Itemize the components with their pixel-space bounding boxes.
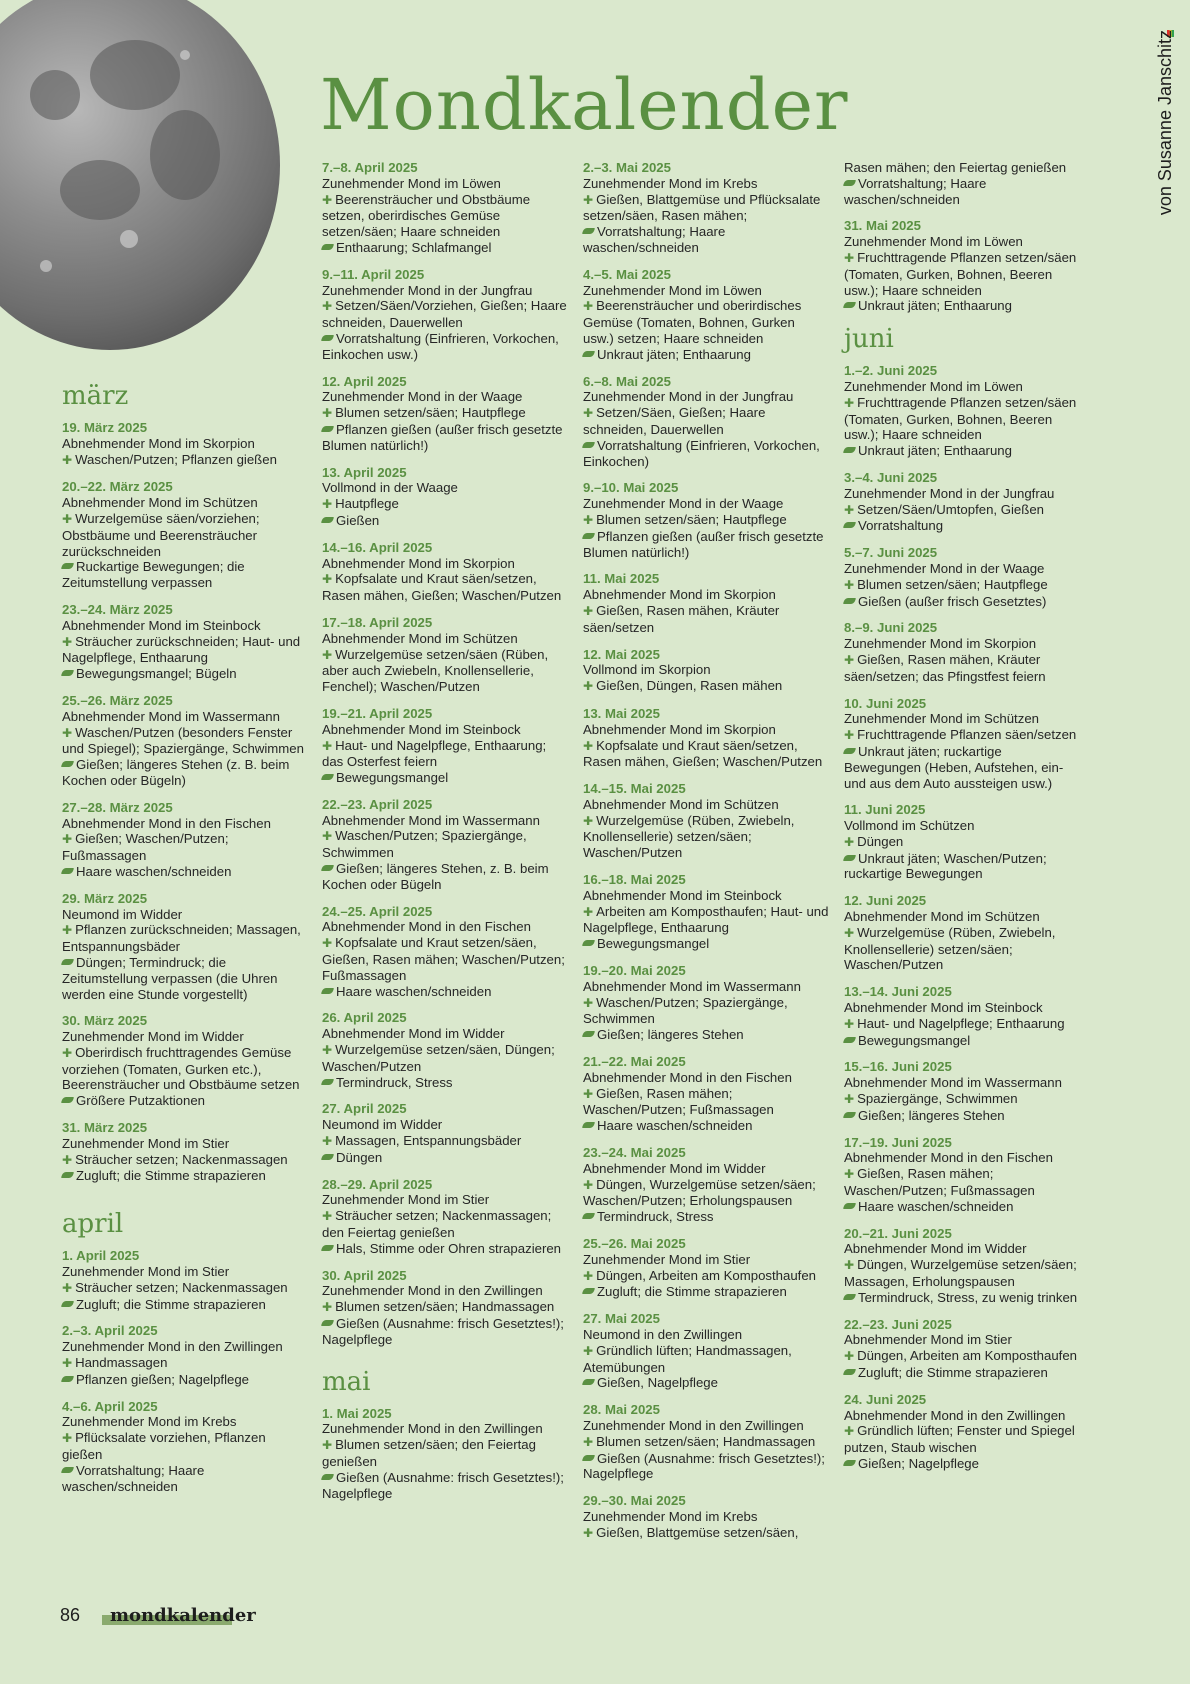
entry-unfavorable: Pflanzen gießen (außer frisch gesetzte Blumen natürlich!) xyxy=(322,422,568,454)
entry-unfavorable: Unkraut jäten; Enthaarung xyxy=(844,443,1080,459)
entry-unfavorable: Gießen, Nagelpflege xyxy=(583,1375,829,1391)
entry-favorable: ✚ Gießen, Düngen, Rasen mähen xyxy=(583,678,829,695)
entry-favorable: ✚ Oberirdisch fruchttragendes Gemüse vorziehen (Tomaten, Gurken etc.), Beerensträucher und Obstbäume setzen xyxy=(62,1045,308,1093)
calendar-entry xyxy=(844,1059,1080,1123)
entry-moon-phase: Zunehmender Mond im Schützen xyxy=(844,711,1039,727)
entry-moon-phase: Abnehmender Mond in den Zwillingen xyxy=(844,1407,1066,1423)
entry-favorable: ✚ Waschen/Putzen; Spaziergänge, Schwimmen xyxy=(583,995,829,1028)
entry-date: 24. Juni 2025 xyxy=(844,1391,927,1407)
calendar-entry xyxy=(322,374,568,454)
calendar-entry xyxy=(844,470,1080,534)
entry-favorable: ✚ Fruchttragende Pflanzen setzen/säen (Tomaten, Gurken, Bohnen, Beeren usw.); Haare schneiden xyxy=(844,250,1080,298)
entry-unfavorable: Größere Putzaktionen xyxy=(62,1093,308,1109)
entry-moon-phase: Abnehmender Mond im Skorpion xyxy=(583,721,776,737)
entry-unfavorable: Termindruck, Stress xyxy=(322,1075,568,1091)
entry-moon-phase: Zunehmender Mond in der Jungfrau xyxy=(322,282,533,298)
calendar-entry xyxy=(583,1236,829,1300)
entry-moon-phase: Abnehmender Mond im Widder xyxy=(844,1241,1027,1257)
calendar-entry xyxy=(62,420,308,468)
calendar-entry xyxy=(322,465,568,529)
entry-unfavorable: Vorratshaltung xyxy=(844,518,1080,534)
entry-unfavorable: Haare waschen/schneiden xyxy=(62,864,308,880)
entry-unfavorable: Haare waschen/schneiden xyxy=(583,1118,829,1134)
entry-date: 12. Juni 2025 xyxy=(844,893,927,909)
entry-favorable: ✚ Gießen; Waschen/Putzen; Fußmassagen xyxy=(62,831,308,864)
page-number: 86 xyxy=(60,1605,81,1625)
entry-unfavorable: Pflanzen gießen (außer frisch gesetzte Blumen natürlich!) xyxy=(583,529,829,561)
entry-unfavorable: Vorratshaltung (Einfrieren, Vorkochen, Einkochen usw.) xyxy=(322,331,568,363)
calendar-entry xyxy=(322,267,568,363)
entry-favorable: ✚ Blumen setzen/säen; Hautpflege xyxy=(322,405,568,422)
entry-date: 31. Mai 2025 xyxy=(844,218,921,234)
entry-favorable: ✚ Handmassagen xyxy=(62,1355,308,1372)
entry-unfavorable: Bewegungsmangel; Bügeln xyxy=(62,666,308,682)
entry-unfavorable: Gießen; längeres Stehen xyxy=(844,1108,1080,1124)
calendar-entry xyxy=(62,693,308,789)
footer-label: mondkalender xyxy=(110,1605,256,1626)
entry-unfavorable: Haare waschen/schneiden xyxy=(322,984,568,1000)
entry-date: 12. April 2025 xyxy=(322,373,407,389)
entry-favorable: ✚ Wurzelgemüse säen/vorziehen; Obstbäume und Beerensträucher zurückschneiden xyxy=(62,511,308,559)
entry-favorable: ✚ Arbeiten am Komposthaufen; Haut- und Nagelpflege, Enthaarung xyxy=(583,904,829,937)
entry-moon-phase: Vollmond im Skorpion xyxy=(583,662,711,678)
entry-unfavorable: Gießen (Ausnahme: frisch Gesetztes!); Nagelpflege xyxy=(322,1316,568,1348)
entry-favorable: ✚ Kopfsalate und Kraut setzen/säen, Gießen, Rasen mähen; Waschen/Putzen; Fußmassagen xyxy=(322,935,568,983)
entry-favorable: ✚ Waschen/Putzen; Pflanzen gießen xyxy=(62,452,308,469)
entry-favorable: ✚ Gießen, Rasen mähen, Kräuter säen/setzen; das Pfingstfest feiern xyxy=(844,652,1080,685)
calendar-entry xyxy=(844,1317,1080,1381)
calendar-entry xyxy=(583,781,829,861)
entry-favorable: ✚ Wurzelgemüse (Rüben, Zwiebeln, Knollensellerie) setzen/säen; Waschen/Putzen xyxy=(583,813,829,861)
calendar-entry xyxy=(583,1054,829,1134)
entry-favorable: ✚ Wurzelgemüse (Rüben, Zwiebeln, Knollensellerie) setzen/säen; Waschen/Putzen xyxy=(844,925,1080,973)
entry-date: 12. Mai 2025 xyxy=(583,646,660,662)
column-3 xyxy=(583,160,829,1553)
entry-moon-phase: Zunehmender Mond in den Zwillingen xyxy=(583,1417,804,1433)
entry-moon-phase: Abnehmender Mond im Schützen xyxy=(844,909,1040,925)
calendar-entry xyxy=(62,479,308,591)
entry-date: 23.–24. Mai 2025 xyxy=(583,1145,686,1161)
entry-moon-phase: Zunehmender Mond im Stier xyxy=(62,1135,230,1151)
entry-favorable: ✚ Sträucher zurückschneiden; Haut- und Nagelpflege, Enthaarung xyxy=(62,634,308,667)
calendar-entry xyxy=(322,160,568,256)
entry-date: 14.–15. Mai 2025 xyxy=(583,781,686,797)
entry-moon-phase: Neumond in den Zwillingen xyxy=(583,1327,743,1342)
entry-unfavorable: Zugluft; die Stimme strapazieren xyxy=(844,1365,1080,1381)
calendar-entry xyxy=(583,571,829,635)
entry-date: 7.–8. April 2025 xyxy=(322,160,418,175)
entry-unfavorable: Haare waschen/schneiden xyxy=(844,1199,1080,1215)
entry-date: 24.–25. April 2025 xyxy=(322,903,433,919)
entry-date: 11. Juni 2025 xyxy=(844,802,926,818)
entry-moon-phase: Zunehmender Mond im Krebs xyxy=(583,1508,758,1524)
calendar-entry xyxy=(322,1101,568,1165)
entry-unfavorable: Unkraut jäten; ruckartige Bewegungen (Heben, Aufstehen, ein- und aus dem Auto aussteigen usw.) xyxy=(844,744,1080,791)
calendar-entry xyxy=(844,363,1080,459)
entry-unfavorable: Gießen (außer frisch Gesetztes) xyxy=(844,594,1080,610)
entry-moon-phase: Abnehmender Mond im Steinbock xyxy=(583,887,782,903)
entry-date: 3.–4. Juni 2025 xyxy=(844,469,938,485)
entry-favorable: ✚ Düngen, Wurzelgemüse setzen/säen; Waschen/Putzen; Erholungspausen xyxy=(583,1177,829,1210)
entry-moon-phase: Zunehmender Mond in der Jungfrau xyxy=(583,389,794,405)
entry-moon-phase: Zunehmender Mond in der Waage xyxy=(844,560,1045,576)
entry-moon-phase: Abnehmender Mond im Steinbock xyxy=(322,721,521,737)
entry-favorable: ✚ Pflücksalate vorziehen, Pflanzen gießen xyxy=(62,1430,308,1463)
entry-moon-phase: Zunehmender Mond im Löwen xyxy=(322,175,501,191)
calendar-entry xyxy=(322,904,568,1000)
entry-date: 27. April 2025 xyxy=(322,1101,407,1117)
entry-favorable: ✚ Gießen, Rasen mähen; Waschen/Putzen; Fußmassagen xyxy=(844,1166,1080,1199)
entry-favorable: ✚ Haut- und Nagelpflege; Enthaarung xyxy=(844,1016,1080,1033)
entry-unfavorable: Bewegungsmangel xyxy=(322,770,568,786)
entry-moon-phase: Abnehmender Mond im Widder xyxy=(583,1160,766,1176)
calendar-entry xyxy=(322,797,568,893)
month-heading: april xyxy=(62,1209,124,1240)
entry-date: 10. Juni 2025 xyxy=(844,695,927,711)
calendar-entry xyxy=(322,1177,568,1257)
entry-favorable: ✚ Blumen setzen/säen; Handmassagen xyxy=(322,1299,568,1316)
calendar-entry xyxy=(844,802,1080,882)
entry-unfavorable: Bewegungsmangel xyxy=(583,936,829,952)
entry-favorable: ✚ Gießen, Rasen mähen; Waschen/Putzen; Fußmassagen xyxy=(583,1086,829,1119)
entry-favorable: ✚ Wurzelgemüse setzen/säen (Rüben, aber auch Zwiebeln, Knollensellerie, Fenchel); Waschen/Putzen xyxy=(322,647,568,695)
entry-moon-phase: Zunehmender Mond im Widder xyxy=(62,1029,244,1045)
entry-date: 11. Mai 2025 xyxy=(583,571,660,587)
entry-moon-phase: Abnehmender Mond im Schützen xyxy=(322,630,518,646)
entry-favorable: ✚ Gießen, Rasen mähen, Kräuter säen/setzen xyxy=(583,603,829,636)
entry-favorable: ✚ Gießen, Blattgemüse und Pflücksalate setzen/säen, Rasen mähen; xyxy=(583,192,829,225)
entry-date: 17.–19. Juni 2025 xyxy=(844,1134,952,1150)
page-title: Mondkalender xyxy=(320,64,849,146)
column-1 xyxy=(62,382,308,1505)
entry-moon-phase: Abnehmender Mond in den Fischen xyxy=(844,1150,1053,1166)
calendar-entry xyxy=(322,615,568,695)
author-byline: von Susanne Janschitz xyxy=(1155,30,1175,216)
entry-moon-phase: Abnehmender Mond in den Fischen xyxy=(322,919,531,935)
calendar-entry xyxy=(583,1311,829,1391)
entry-moon-phase: Abnehmender Mond im Wassermann xyxy=(62,708,280,724)
column-2 xyxy=(322,160,568,1512)
entry-date: 20.–22. März 2025 xyxy=(62,479,173,495)
entry-favorable: ✚ Sträucher setzen; Nackenmassagen xyxy=(62,1152,308,1169)
entry-unfavorable: Hals, Stimme oder Ohren strapazieren xyxy=(322,1241,568,1257)
calendar-entry xyxy=(62,602,308,682)
entry-moon-phase: Zunehmender Mond im Stier xyxy=(322,1192,490,1208)
entry-favorable: ✚ Setzen/Säen, Gießen; Haare schneiden, Dauerwellen xyxy=(583,405,829,438)
calendar-entry xyxy=(583,706,829,770)
entry-favorable: ✚ Waschen/Putzen; Spaziergänge, Schwimmen xyxy=(322,828,568,861)
entry-date: 13. Mai 2025 xyxy=(583,705,660,721)
entry-moon-phase: Abnehmender Mond im Wassermann xyxy=(322,812,540,828)
entry-moon-phase: Neumond im Widder xyxy=(62,906,183,922)
entry-date: 14.–16. April 2025 xyxy=(322,539,433,555)
calendar-entry xyxy=(844,160,1080,207)
entry-favorable: ✚ Kopfsalate und Kraut säen/setzen, Rasen mähen, Gießen; Waschen/Putzen xyxy=(322,571,568,604)
entry-favorable: ✚ Blumen setzen/säen; den Feiertag genießen xyxy=(322,1437,568,1470)
entry-moon-phase: Abnehmender Mond in den Fischen xyxy=(583,1069,792,1085)
calendar-entry xyxy=(583,872,829,952)
calendar-entry xyxy=(62,891,308,1003)
entry-moon-phase: Abnehmender Mond im Wassermann xyxy=(583,978,801,994)
entry-favorable: ✚ Sträucher setzen; Nackenmassagen xyxy=(62,1280,308,1297)
entry-moon-phase: Zunehmender Mond im Löwen xyxy=(583,282,762,298)
entry-favorable: ✚ Gründlich lüften; Handmassagen, Atemübungen xyxy=(583,1343,829,1376)
entry-unfavorable: Gießen (Ausnahme: frisch Gesetztes!); Nagelpflege xyxy=(322,1470,568,1502)
month-heading: juni xyxy=(844,324,894,355)
calendar-entry xyxy=(844,696,1080,792)
entry-favorable: ✚ Wurzelgemüse setzen/säen, Düngen; Waschen/Putzen xyxy=(322,1042,568,1075)
entry-unfavorable: Unkraut jäten; Enthaarung xyxy=(844,298,1080,314)
entry-unfavorable: Vorratshaltung (Einfrieren, Vorkochen, Einkochen) xyxy=(583,438,829,470)
entry-favorable: ✚ Fruchttragende Pflanzen setzen/säen (Tomaten, Gurken, Bohnen, Beeren usw.); Haare schneiden xyxy=(844,395,1080,443)
calendar-entry xyxy=(583,1402,829,1482)
entry-favorable: ✚ Sträucher setzen; Nackenmassagen; den Feiertag genießen xyxy=(322,1208,568,1241)
entry-moon-phase: Zunehmender Mond im Stier xyxy=(583,1251,751,1267)
calendar-entry xyxy=(62,1323,308,1387)
calendar-entry xyxy=(583,963,829,1043)
entry-unfavorable: Düngen; Termindruck; die Zeitumstellung verpassen (die Uhren werden eine Stunde vorgestellt) xyxy=(62,955,308,1002)
entry-unfavorable: Vorratshaltung; Haare waschen/schneiden xyxy=(844,176,1080,208)
calendar-entry xyxy=(583,374,829,470)
entry-date: 9.–11. April 2025 xyxy=(322,266,425,282)
entry-date: 1. April 2025 xyxy=(62,1248,140,1264)
entry-moon-phase: Zunehmender Mond in der Waage xyxy=(322,389,523,405)
entry-favorable: ✚ Beerensträucher und oberirdisches Gemüse (Tomaten, Bohnen, Gurken usw.) setzen; Haare schneiden xyxy=(583,298,829,346)
entry-moon-phase: Abnehmender Mond im Schützen xyxy=(62,495,258,511)
entry-favorable: ✚ Pflanzen zurückschneiden; Massagen, Entspannungsbäder xyxy=(62,922,308,955)
entry-unfavorable: Unkraut jäten; Waschen/Putzen; ruckartige Bewegungen xyxy=(844,851,1080,883)
entry-unfavorable: Ruckartige Bewegungen; die Zeitumstellung verpassen xyxy=(62,559,308,591)
entry-date: 27. Mai 2025 xyxy=(583,1311,660,1327)
entry-date: 4.–6. April 2025 xyxy=(62,1398,158,1414)
entry-date: 13. April 2025 xyxy=(322,464,407,480)
entry-moon-phase: Abnehmender Mond im Stier xyxy=(844,1332,1012,1348)
entry-date: 22.–23. Juni 2025 xyxy=(844,1316,952,1332)
entry-favorable: ✚ Blumen setzen/säen; Hautpflege xyxy=(844,577,1080,594)
entry-favorable: ✚ Haut- und Nagelpflege, Enthaarung; das Osterfest feiern xyxy=(322,738,568,771)
entry-unfavorable: Gießen (Ausnahme: frisch Gesetztes!); Nagelpflege xyxy=(583,1451,829,1483)
entry-unfavorable: Pflanzen gießen; Nagelpflege xyxy=(62,1372,308,1388)
calendar-entry xyxy=(844,1392,1080,1472)
entry-date: 26. April 2025 xyxy=(322,1010,407,1026)
entry-unfavorable: Gießen; längeres Stehen (z. B. beim Kochen oder Bügeln) xyxy=(62,757,308,789)
entry-moon-phase: Zunehmender Mond im Löwen xyxy=(844,234,1023,250)
calendar-entry xyxy=(62,800,308,880)
entry-favorable: ✚ Beerensträucher und Obstbäume setzen, oberirdisches Gemüse setzen/säen; Haare schneiden xyxy=(322,192,568,240)
entry-date: 20.–21. Juni 2025 xyxy=(844,1225,952,1241)
entry-favorable: ✚ Düngen xyxy=(844,834,1080,851)
entry-date: 22.–23. April 2025 xyxy=(322,796,433,812)
entry-favorable: ✚ Düngen, Arbeiten am Komposthaufen xyxy=(844,1348,1080,1365)
entry-unfavorable: Gießen; Nagelpflege xyxy=(844,1456,1080,1472)
entry-date: 27.–28. März 2025 xyxy=(62,799,173,815)
entry-unfavorable: Gießen xyxy=(322,513,568,529)
entry-continued: Rasen mähen; den Feiertag genießen xyxy=(844,160,1067,175)
entry-moon-phase: Abnehmender Mond im Steinbock xyxy=(62,617,261,633)
entry-favorable: ✚ Fruchttragende Pflanzen säen/setzen xyxy=(844,727,1080,744)
entry-unfavorable: Gießen; längeres Stehen xyxy=(583,1027,829,1043)
calendar-entry xyxy=(844,1135,1080,1215)
entry-unfavorable: Enthaarung; Schlafmangel xyxy=(322,240,568,256)
entry-date: 30. April 2025 xyxy=(322,1267,407,1283)
entry-date: 19.–21. April 2025 xyxy=(322,705,433,721)
entry-favorable: ✚ Gründlich lüften; Fenster und Spiegel putzen, Staub wischen xyxy=(844,1423,1080,1456)
entry-date: 2.–3. Mai 2025 xyxy=(583,160,671,175)
calendar-entry xyxy=(62,1399,308,1495)
entry-favorable: ✚ Düngen, Arbeiten am Komposthaufen xyxy=(583,1268,829,1285)
entry-date: 1. Mai 2025 xyxy=(322,1405,392,1421)
entry-unfavorable: Düngen xyxy=(322,1150,568,1166)
entry-moon-phase: Abnehmender Mond im Wassermann xyxy=(844,1075,1062,1091)
entry-date: 16.–18. Mai 2025 xyxy=(583,872,686,888)
entry-unfavorable: Vorratshaltung; Haare waschen/schneiden xyxy=(583,224,829,256)
calendar-entry xyxy=(322,706,568,786)
entry-favorable: ✚ Blumen setzen/säen; Hautpflege xyxy=(583,512,829,529)
entry-date: 30. März 2025 xyxy=(62,1013,148,1029)
calendar-entry xyxy=(62,1120,308,1184)
calendar-entry xyxy=(322,1268,568,1348)
entry-date: 25.–26. Mai 2025 xyxy=(583,1236,686,1252)
entry-moon-phase: Abnehmender Mond in den Fischen xyxy=(62,815,271,831)
calendar-entry xyxy=(844,984,1080,1048)
entry-moon-phase: Zunehmender Mond im Skorpion xyxy=(844,636,1037,652)
calendar-entry xyxy=(322,1406,568,1502)
entry-date: 15.–16. Juni 2025 xyxy=(844,1059,952,1075)
moon-image xyxy=(0,0,280,350)
calendar-entry xyxy=(322,1010,568,1090)
calendar-entry xyxy=(62,1013,308,1109)
entry-favorable: ✚ Waschen/Putzen (besonders Fenster und Spiegel); Spaziergänge, Schwimmen xyxy=(62,725,308,758)
entry-moon-phase: Abnehmender Mond im Skorpion xyxy=(62,435,255,451)
entry-favorable: ✚ Setzen/Säen/Vorziehen, Gießen; Haare schneiden, Dauerwellen xyxy=(322,298,568,331)
entry-moon-phase: Zunehmender Mond in den Zwillingen xyxy=(322,1283,543,1299)
entry-moon-phase: Zunehmender Mond im Löwen xyxy=(844,378,1023,394)
entry-moon-phase: Abnehmender Mond im Schützen xyxy=(583,796,779,812)
entry-moon-phase: Zunehmender Mond im Stier xyxy=(62,1264,230,1280)
entry-favorable: ✚ Massagen, Entspannungsbäder xyxy=(322,1133,568,1150)
entry-favorable: ✚ Spaziergänge, Schwimmen xyxy=(844,1091,1080,1108)
entry-unfavorable: Bewegungsmangel xyxy=(844,1033,1080,1049)
entry-moon-phase: Zunehmender Mond im Krebs xyxy=(583,175,758,191)
calendar-entry xyxy=(583,1493,829,1541)
entry-moon-phase: Abnehmender Mond im Skorpion xyxy=(583,587,776,603)
column-4 xyxy=(844,160,1080,1483)
entry-date: 25.–26. März 2025 xyxy=(62,692,173,708)
entry-moon-phase: Zunehmender Mond in den Zwillingen xyxy=(322,1421,543,1437)
calendar-entry xyxy=(583,1145,829,1225)
calendar-entry xyxy=(583,480,829,560)
entry-moon-phase: Zunehmender Mond in den Zwillingen xyxy=(62,1339,283,1355)
calendar-entry xyxy=(583,267,829,363)
calendar-entry xyxy=(62,1248,308,1312)
entry-moon-phase: Zunehmender Mond im Krebs xyxy=(62,1414,237,1430)
calendar-entry xyxy=(844,620,1080,684)
entry-date: 17.–18. April 2025 xyxy=(322,614,433,630)
entry-date: 21.–22. Mai 2025 xyxy=(583,1054,686,1070)
entry-date: 19. März 2025 xyxy=(62,420,148,435)
month-heading: mai xyxy=(322,1366,371,1397)
entry-date: 23.–24. März 2025 xyxy=(62,601,173,617)
entry-favorable: ✚ Blumen setzen/säen; Handmassagen xyxy=(583,1434,829,1451)
entry-date: 2.–3. April 2025 xyxy=(62,1323,158,1339)
entry-moon-phase: Vollmond in der Waage xyxy=(322,480,458,496)
entry-date: 13.–14. Juni 2025 xyxy=(844,984,952,1000)
entry-date: 4.–5. Mai 2025 xyxy=(583,266,671,282)
entry-favorable: ✚ Gießen, Blattgemüse setzen/säen, xyxy=(583,1525,829,1542)
entry-date: 29. März 2025 xyxy=(62,890,148,906)
entry-unfavorable: Termindruck, Stress, zu wenig trinken xyxy=(844,1290,1080,1306)
entry-moon-phase: Abnehmender Mond im Widder xyxy=(322,1026,505,1042)
entry-date: 6.–8. Mai 2025 xyxy=(583,373,671,389)
calendar-entry xyxy=(844,218,1080,314)
entry-date: 8.–9. Juni 2025 xyxy=(844,620,938,636)
entry-date: 28. Mai 2025 xyxy=(583,1402,660,1418)
entry-date: 19.–20. Mai 2025 xyxy=(583,963,686,979)
entry-moon-phase: Neumond im Widder xyxy=(322,1117,443,1133)
entry-moon-phase: Vollmond im Schützen xyxy=(844,818,975,834)
entry-date: 28.–29. April 2025 xyxy=(322,1176,433,1192)
entry-unfavorable: Vorratshaltung; Haare waschen/schneiden xyxy=(62,1463,308,1495)
entry-favorable: ✚ Düngen, Wurzelgemüse setzen/säen; Massagen, Erholungspausen xyxy=(844,1257,1080,1290)
entry-moon-phase: Abnehmender Mond im Steinbock xyxy=(844,1000,1043,1016)
entry-unfavorable: Gießen; längeres Stehen, z. B. beim Kochen oder Bügeln xyxy=(322,861,568,893)
calendar-entry xyxy=(844,545,1080,609)
entry-favorable: ✚ Setzen/Säen/Umtopfen, Gießen xyxy=(844,502,1080,519)
entry-unfavorable: Zugluft; die Stimme strapazieren xyxy=(62,1297,308,1313)
entry-unfavorable: Unkraut jäten; Enthaarung xyxy=(583,347,829,363)
entry-favorable: ✚ Hautpflege xyxy=(322,496,568,513)
entry-date: 31. März 2025 xyxy=(62,1120,148,1136)
calendar-entry xyxy=(583,647,829,695)
entry-unfavorable: Zugluft; die Stimme strapazieren xyxy=(62,1168,308,1184)
calendar-entry xyxy=(844,1226,1080,1306)
month-heading: märz xyxy=(62,381,129,411)
entry-moon-phase: Zunehmender Mond in der Waage xyxy=(583,496,784,512)
calendar-entry xyxy=(844,893,1080,973)
entry-unfavorable: Zugluft; die Stimme strapazieren xyxy=(583,1284,829,1300)
entry-unfavorable: Termindruck, Stress xyxy=(583,1209,829,1225)
entry-favorable: ✚ Kopfsalate und Kraut säen/setzen, Rasen mähen, Gießen; Waschen/Putzen xyxy=(583,738,829,771)
calendar-entry xyxy=(583,160,829,256)
entry-date: 1.–2. Juni 2025 xyxy=(844,363,938,379)
entry-date: 29.–30. Mai 2025 xyxy=(583,1493,686,1509)
entry-date: 5.–7. Juni 2025 xyxy=(844,545,938,561)
calendar-entry xyxy=(322,540,568,604)
entry-moon-phase: Abnehmender Mond im Skorpion xyxy=(322,555,515,571)
entry-date: 9.–10. Mai 2025 xyxy=(583,480,679,496)
entry-moon-phase: Zunehmender Mond in der Jungfrau xyxy=(844,485,1055,501)
page-footer xyxy=(60,1605,256,1627)
